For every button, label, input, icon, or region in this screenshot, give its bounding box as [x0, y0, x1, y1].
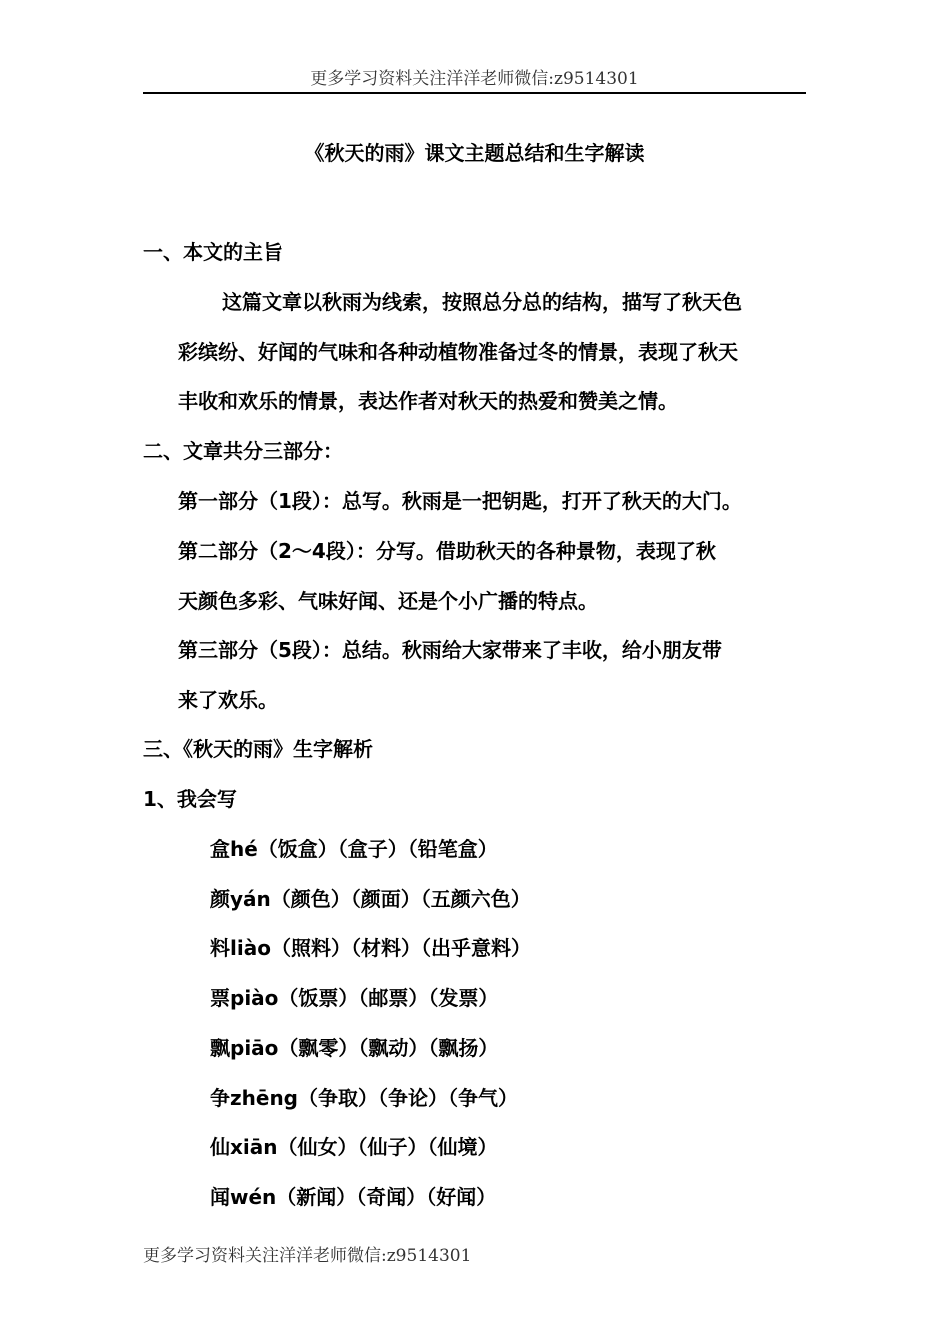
paragraph-line: 第三部分（5段）：总结。秋雨给大家带来了丰收，给小朋友带	[178, 638, 722, 662]
section-heading-purpose: 一、本文的主旨	[143, 240, 283, 264]
character-item: 争zhēng（争取）（争论）（争气）	[210, 1086, 518, 1110]
page-header: 更多学习资料关注洋洋老师微信:z9514301	[143, 66, 806, 94]
character-item: 票piào（饭票）（邮票）（发票）	[210, 986, 499, 1010]
paragraph-line: 彩缤纷、好闻的气味和各种动植物准备过冬的情景，表现了秋天	[178, 340, 738, 364]
character-item: 飘piāo（飘零）（飘动）（飘扬）	[210, 1036, 499, 1060]
character-item: 盒hé（饭盒）（盒子）（铅笔盒）	[210, 837, 498, 861]
document-title: 《秋天的雨》课文主题总结和生字解读	[304, 141, 645, 165]
character-item: 闻wén（新闻）（奇闻）（好闻）	[210, 1185, 497, 1209]
subheading-write: 1、我会写	[143, 787, 237, 811]
paragraph-line: 天颜色多彩、气味好闻、还是个小广播的特点。	[178, 589, 598, 613]
paragraph-line: 第一部分（1段）：总写。秋雨是一把钥匙，打开了秋天的大门。	[178, 489, 742, 513]
page-footer: 更多学习资料关注洋洋老师微信:z9514301	[143, 1246, 472, 1266]
section-heading-characters: 三、《秋天的雨》生字解析	[143, 737, 373, 761]
paragraph-line: 这篇文章以秋雨为线索，按照总分总的结构，描写了秋天色	[222, 290, 742, 314]
character-item: 料liào（照料）（材料）（出乎意料）	[210, 936, 531, 960]
paragraph-line: 来了欢乐。	[178, 688, 278, 712]
paragraph-line: 第二部分（2～4段）：分写。借助秋天的各种景物，表现了秋	[178, 539, 716, 563]
character-item: 颜yán（颜色）（颜面）（五颜六色）	[210, 887, 531, 911]
paragraph-line: 丰收和欢乐的情景，表达作者对秋天的热爱和赞美之情。	[178, 389, 678, 413]
section-heading-structure: 二、文章共分三部分：	[143, 439, 343, 463]
character-item: 仙xiān（仙女）（仙子）（仙境）	[210, 1135, 498, 1159]
